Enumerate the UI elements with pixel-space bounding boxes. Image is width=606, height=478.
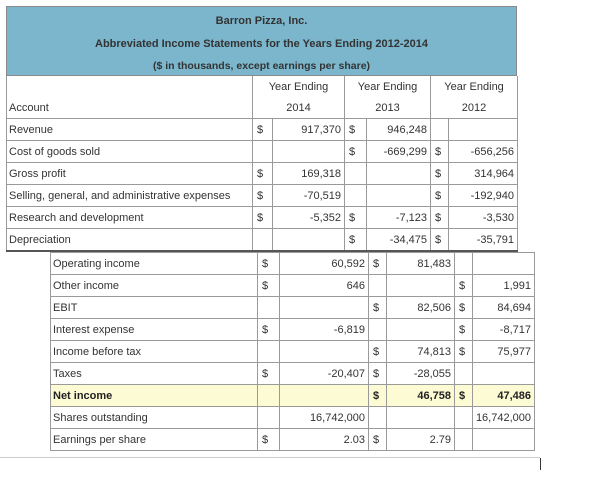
value-2012: -3,530 bbox=[449, 207, 518, 229]
value-2012: -192,940 bbox=[449, 185, 518, 207]
row-label: Income before tax bbox=[51, 341, 258, 363]
currency-2012: $ bbox=[431, 207, 449, 229]
value-2014: -20,407 bbox=[280, 363, 369, 385]
currency-2012: $ bbox=[455, 297, 473, 319]
currency-2014: $ bbox=[253, 119, 273, 141]
currency-2012: $ bbox=[455, 341, 473, 363]
statement-header bbox=[6, 6, 517, 76]
table-row bbox=[51, 341, 535, 363]
currency-2012: $ bbox=[431, 141, 449, 163]
table-row bbox=[7, 207, 518, 229]
col-header-2012: 2012 bbox=[431, 97, 518, 119]
header-row-year-label bbox=[7, 76, 518, 97]
text-cursor bbox=[540, 458, 541, 470]
col-header-year-ending-2013: Year Ending bbox=[345, 76, 431, 97]
value-2012: 16,742,000 bbox=[473, 407, 535, 429]
value-2013: 74,813 bbox=[387, 341, 455, 363]
income-statement-top-table bbox=[6, 76, 518, 252]
row-label: EBIT bbox=[51, 297, 258, 319]
value-2013 bbox=[367, 185, 431, 207]
value-2013: 2.79 bbox=[387, 429, 455, 451]
value-2014: 16,742,000 bbox=[280, 407, 369, 429]
currency-2013: $ bbox=[369, 385, 387, 407]
value-2012 bbox=[473, 363, 535, 385]
value-2014: -6,819 bbox=[280, 319, 369, 341]
value-2014 bbox=[280, 385, 369, 407]
currency-2013 bbox=[345, 185, 367, 207]
currency-2013 bbox=[369, 407, 387, 429]
currency-2014 bbox=[258, 341, 280, 363]
value-2014: 60,592 bbox=[280, 253, 369, 275]
currency-2012 bbox=[455, 429, 473, 451]
currency-2012: $ bbox=[431, 163, 449, 185]
currency-2014 bbox=[258, 385, 280, 407]
value-2014 bbox=[280, 341, 369, 363]
value-2012: -35,791 bbox=[449, 229, 518, 252]
currency-2013: $ bbox=[369, 363, 387, 385]
header-row-years bbox=[7, 97, 518, 119]
table-row bbox=[7, 229, 518, 252]
value-2013: 81,483 bbox=[387, 253, 455, 275]
currency-2014 bbox=[253, 141, 273, 163]
row-label: Operating income bbox=[51, 253, 258, 275]
currency-2014: $ bbox=[253, 163, 273, 185]
bottom-divider bbox=[0, 457, 540, 458]
currency-2013: $ bbox=[345, 119, 367, 141]
value-2012: 1,991 bbox=[473, 275, 535, 297]
value-2014: 2.03 bbox=[280, 429, 369, 451]
value-2013 bbox=[387, 319, 455, 341]
statement-subtitle: ($ in thousands, except earnings per share) bbox=[152, 60, 371, 72]
value-2012: 75,977 bbox=[473, 341, 535, 363]
currency-2013 bbox=[369, 319, 387, 341]
table-row bbox=[51, 429, 535, 451]
value-2012 bbox=[449, 119, 518, 141]
currency-2013: $ bbox=[369, 429, 387, 451]
table-row bbox=[51, 275, 535, 297]
table-row bbox=[51, 407, 535, 429]
col-header-year-ending-2012: Year Ending bbox=[431, 76, 518, 97]
value-2014 bbox=[273, 141, 345, 163]
value-2014: -70,519 bbox=[273, 185, 345, 207]
value-2012: 84,694 bbox=[473, 297, 535, 319]
currency-2014: $ bbox=[253, 207, 273, 229]
value-2013 bbox=[367, 163, 431, 185]
value-2012: -8,717 bbox=[473, 319, 535, 341]
currency-2013: $ bbox=[345, 207, 367, 229]
currency-2014: $ bbox=[258, 363, 280, 385]
currency-2013: $ bbox=[369, 341, 387, 363]
value-2013: -28,055 bbox=[387, 363, 455, 385]
col-header-year-ending-2014: Year Ending bbox=[253, 76, 345, 97]
table-row bbox=[51, 363, 535, 385]
value-2014: 646 bbox=[280, 275, 369, 297]
currency-2014 bbox=[258, 407, 280, 429]
row-label: Gross profit bbox=[7, 163, 253, 185]
table-row bbox=[7, 185, 518, 207]
row-label: Cost of goods sold bbox=[7, 141, 253, 163]
value-2014: 917,370 bbox=[273, 119, 345, 141]
row-label: Research and development bbox=[7, 207, 253, 229]
currency-2013 bbox=[345, 163, 367, 185]
row-label: Taxes bbox=[51, 363, 258, 385]
col-header-account: Account bbox=[7, 97, 253, 119]
currency-2014: $ bbox=[258, 275, 280, 297]
row-label: Revenue bbox=[7, 119, 253, 141]
currency-2012 bbox=[455, 407, 473, 429]
table-row bbox=[7, 119, 518, 141]
currency-2012: $ bbox=[431, 185, 449, 207]
currency-2014 bbox=[253, 229, 273, 252]
company-name: Barron Pizza, Inc. bbox=[215, 15, 308, 27]
table-row bbox=[51, 385, 535, 407]
value-2014 bbox=[273, 229, 345, 252]
currency-2013: $ bbox=[369, 253, 387, 275]
currency-2012: $ bbox=[455, 385, 473, 407]
currency-2014: $ bbox=[258, 319, 280, 341]
row-label: Depreciation bbox=[7, 229, 253, 252]
row-label: Selling, general, and administrative expenses bbox=[7, 185, 253, 207]
currency-2013 bbox=[369, 275, 387, 297]
value-2013: -7,123 bbox=[367, 207, 431, 229]
table-row bbox=[51, 319, 535, 341]
row-label: Earnings per share bbox=[51, 429, 258, 451]
value-2012: -656,256 bbox=[449, 141, 518, 163]
value-2012 bbox=[473, 253, 535, 275]
currency-2014: $ bbox=[258, 429, 280, 451]
currency-2012: $ bbox=[455, 319, 473, 341]
table-row bbox=[7, 163, 518, 185]
row-label: Interest expense bbox=[51, 319, 258, 341]
table-row bbox=[7, 141, 518, 163]
currency-2012 bbox=[431, 119, 449, 141]
table-row bbox=[51, 253, 535, 275]
col-header-2013: 2013 bbox=[345, 97, 431, 119]
value-2013: -34,475 bbox=[367, 229, 431, 252]
currency-2014 bbox=[258, 297, 280, 319]
currency-2012 bbox=[455, 363, 473, 385]
row-label: Shares outstanding bbox=[51, 407, 258, 429]
value-2013 bbox=[387, 275, 455, 297]
currency-2012: $ bbox=[431, 229, 449, 252]
value-2013: -669,299 bbox=[367, 141, 431, 163]
value-2014: 169,318 bbox=[273, 163, 345, 185]
value-2013: 46,758 bbox=[387, 385, 455, 407]
value-2012: 314,964 bbox=[449, 163, 518, 185]
value-2014 bbox=[280, 297, 369, 319]
income-statement-bottom-table bbox=[50, 252, 535, 451]
currency-2013: $ bbox=[345, 141, 367, 163]
value-2012 bbox=[473, 429, 535, 451]
currency-2013: $ bbox=[369, 297, 387, 319]
value-2013: 82,506 bbox=[387, 297, 455, 319]
currency-2014: $ bbox=[253, 185, 273, 207]
value-2013: 946,248 bbox=[367, 119, 431, 141]
value-2012: 47,486 bbox=[473, 385, 535, 407]
currency-2013: $ bbox=[345, 229, 367, 252]
col-header-2014: 2014 bbox=[253, 97, 345, 119]
row-label: Other income bbox=[51, 275, 258, 297]
row-label: Net income bbox=[51, 385, 258, 407]
currency-2012 bbox=[455, 253, 473, 275]
currency-2012: $ bbox=[455, 275, 473, 297]
value-2013 bbox=[387, 407, 455, 429]
table-row bbox=[51, 297, 535, 319]
currency-2014: $ bbox=[258, 253, 280, 275]
statement-title: Abbreviated Income Statements for the Years Ending 2012-2014 bbox=[95, 38, 428, 50]
value-2014: -5,352 bbox=[273, 207, 345, 229]
